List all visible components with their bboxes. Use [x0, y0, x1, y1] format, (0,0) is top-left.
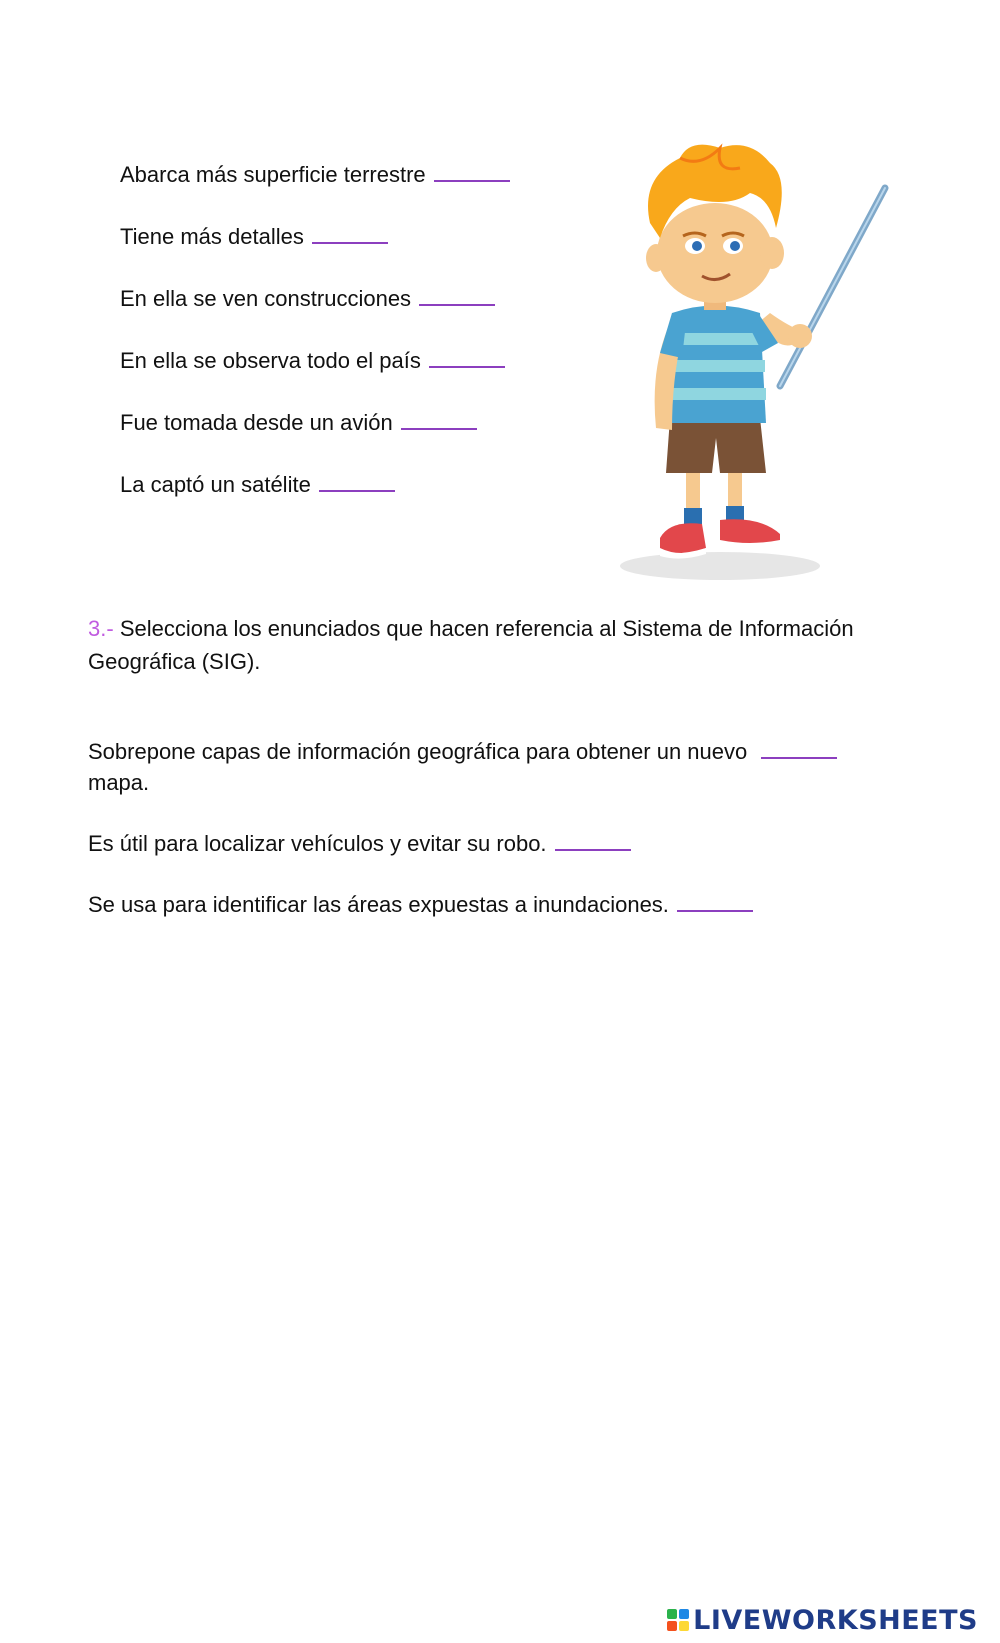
statement-text: Abarca más superficie terrestre — [120, 162, 426, 187]
sig-statement-row — [88, 890, 753, 920]
answer-blank[interactable] — [761, 737, 837, 759]
statement-text: Sobrepone capas de información geográfica para obtener un nuevo — [88, 739, 748, 764]
answer-blank[interactable] — [434, 160, 510, 182]
statement-row — [120, 222, 388, 252]
sig-statement-row — [88, 737, 837, 767]
logo-text: LIVEWORKSHEETS — [693, 1604, 978, 1636]
answer-blank[interactable] — [555, 829, 631, 851]
statement-text: mapa. — [88, 770, 150, 795]
answer-blank[interactable] — [319, 470, 395, 492]
statement-continuation — [88, 768, 149, 798]
logo-blocks-icon — [667, 1609, 689, 1631]
statement-row — [120, 284, 495, 314]
statement-row — [120, 346, 505, 376]
answer-blank[interactable] — [419, 284, 495, 306]
statement-text: En ella se observa todo el país — [120, 348, 421, 373]
statement-text: Tiene más detalles — [120, 224, 304, 249]
question-3-instruction — [88, 612, 888, 678]
statement-text: En ella se ven construcciones — [120, 286, 412, 311]
statement-row — [120, 470, 395, 500]
statement-text: Se usa para identificar las áreas expuestas a inundaciones. — [88, 892, 669, 917]
statement-row — [120, 160, 510, 190]
question-text: Selecciona los enunciados que hacen referencia al Sistema de Información Geográfica (SIG). — [88, 616, 854, 674]
answer-blank[interactable] — [401, 408, 477, 430]
question-number: 3.- — [88, 616, 114, 641]
boy-with-pointer-illustration — [620, 138, 910, 598]
answer-blank[interactable] — [677, 890, 753, 912]
sig-statement-row — [88, 829, 631, 859]
statement-text: Fue tomada desde un avión — [120, 410, 393, 435]
statement-text: Es útil para localizar vehículos y evitar su robo. — [88, 831, 547, 856]
answer-blank[interactable] — [312, 222, 388, 244]
statement-text: La captó un satélite — [120, 472, 311, 497]
answer-blank[interactable] — [429, 346, 505, 368]
liveworksheets-logo — [667, 1603, 978, 1637]
statement-row — [120, 408, 477, 438]
